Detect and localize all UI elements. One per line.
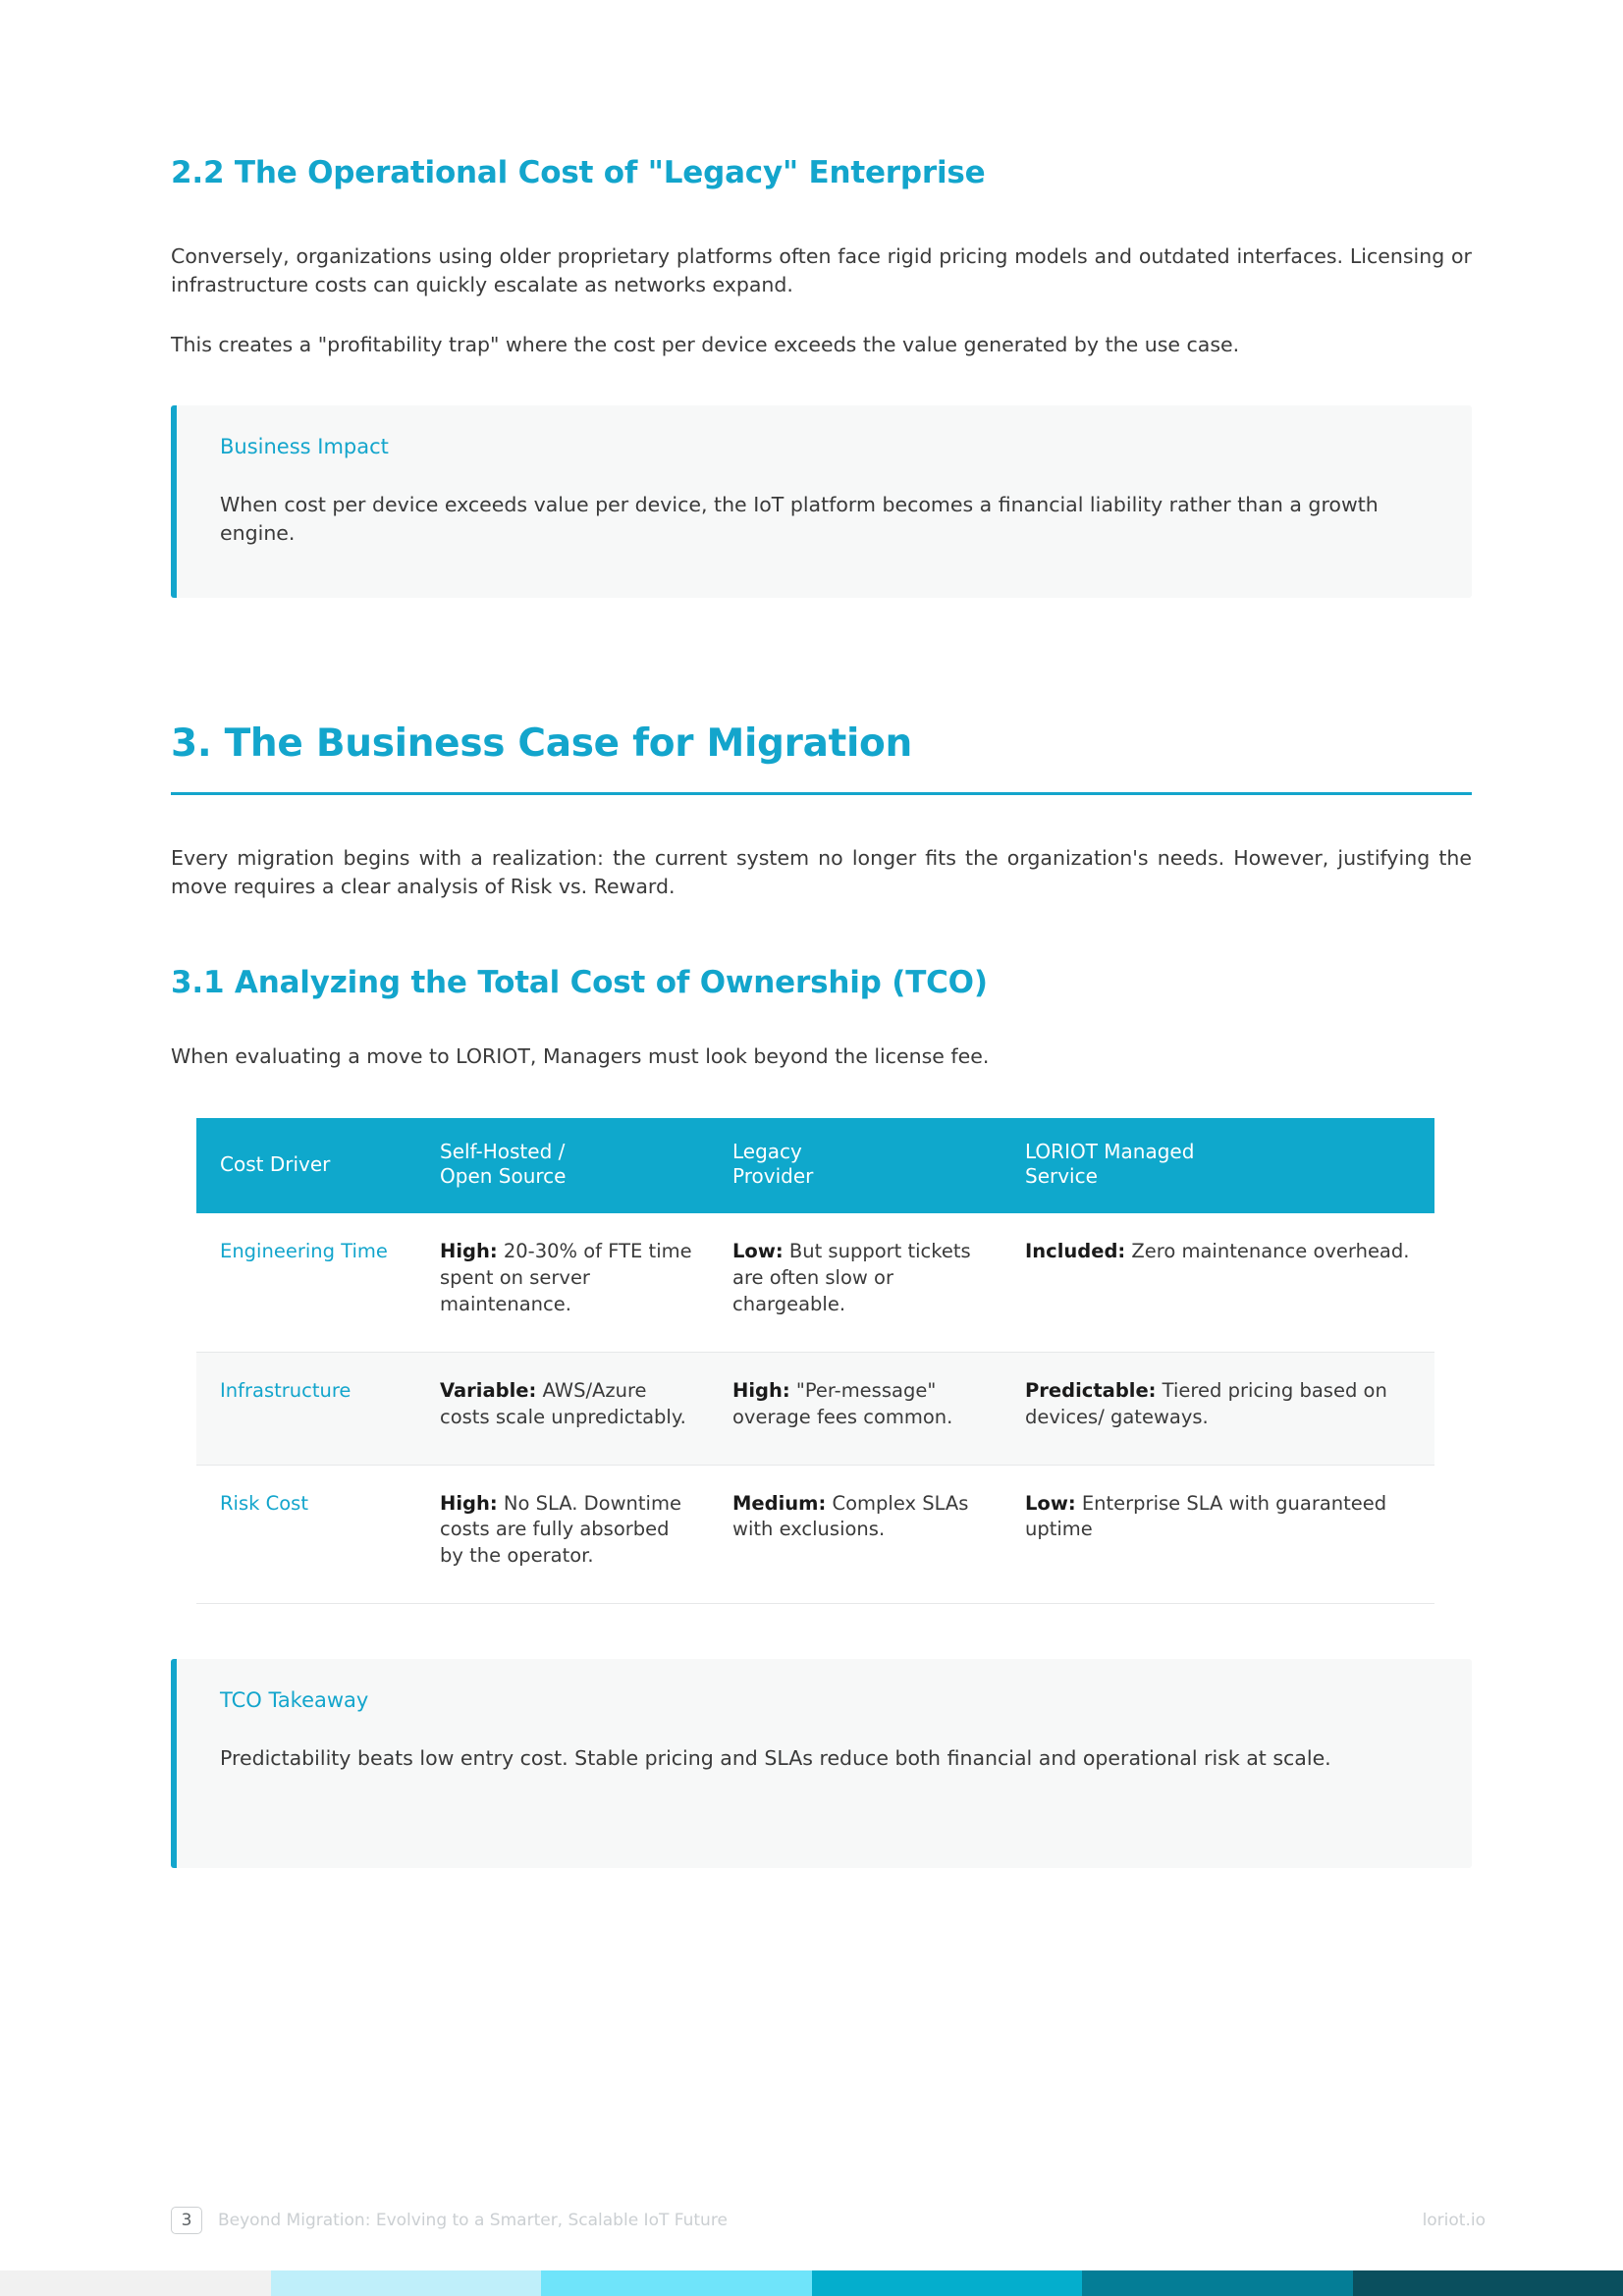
bottom-bar-segment-5 (1353, 2270, 1623, 2296)
tco-row-1-loriot-label: Predictable: (1025, 1378, 1157, 1402)
table-row (196, 1352, 1434, 1465)
heading-3: 3. The Business Case for Migration (171, 721, 912, 766)
tco-row-1-legacy-label: High: (732, 1378, 790, 1402)
tco-row-2-loriot-label: Low: (1025, 1491, 1076, 1515)
bottom-bar-segment-3 (812, 2270, 1083, 2296)
tco-row-2-legacy (715, 1465, 1007, 1604)
tco-row-0-loriot-text: Zero maintenance overhead. (1125, 1240, 1410, 1263)
tco-header-legacy-provider: Legacy Provider (715, 1118, 1007, 1213)
tco-row-1-legacy (715, 1352, 1007, 1465)
tco-row-2-self-hosted (422, 1465, 715, 1604)
paragraph-2-2-2: This creates a "profitability trap" where the cost per device exceeds the value generated by the use case. (171, 333, 1240, 357)
business-impact-callout-body: When cost per device exceeds value per device, the IoT platform becomes a financial liability rather than a growth engine. (220, 492, 1379, 545)
tco-header-cost-driver: Cost Driver (196, 1118, 422, 1213)
tco-row-1-self-hosted-label: Variable: (440, 1378, 537, 1402)
tco-row-2-legacy-text: Complex SLAs with exclusions. (732, 1491, 969, 1541)
business-impact-callout (171, 405, 1472, 598)
tco-table-header (196, 1118, 1434, 1213)
footer-document-title: Beyond Migration: Evolving to a Smarter, Scalable IoT Future (218, 2211, 728, 2230)
paragraph-2-2-1: Conversely, organizations using older proprietary platforms often face rigid pricing models and outdated interfaces. Licensing or infrastructure costs can quickly escalate as networks expand. (171, 244, 1472, 297)
tco-table-header-row (196, 1118, 1434, 1213)
heading-3-1: 3.1 Analyzing the Total Cost of Ownership (TCO) (171, 964, 988, 1000)
tco-row-1-self-hosted-text: AWS/Azure costs scale unpredictably. (440, 1378, 686, 1428)
tco-takeaway-callout-title: TCO Takeaway (220, 1688, 369, 1713)
tco-row-0-legacy-text: But support tickets are often slow or chargeable. (732, 1240, 971, 1315)
tco-takeaway-callout-body: Predictability beats low entry cost. Stable pricing and SLAs reduce both financial and operational risk at scale. (220, 1746, 1331, 1771)
tco-row-1-self-hosted (422, 1352, 715, 1465)
tco-row-0-loriot (1007, 1213, 1434, 1352)
tco-row-2-self-hosted-label: High: (440, 1491, 498, 1515)
tco-row-0-self-hosted (422, 1213, 715, 1352)
tco-row-2-loriot (1007, 1465, 1434, 1604)
footer-site-link[interactable]: loriot.io (1422, 2211, 1486, 2230)
bottom-bar-segment-1 (271, 2270, 542, 2296)
tco-row-2-driver: Risk Cost (196, 1465, 422, 1604)
bottom-bar-segment-2 (541, 2270, 812, 2296)
tco-row-1-driver: Infrastructure (196, 1352, 422, 1465)
heading-2-2: 2.2 The Operational Cost of "Legacy" Enterprise (171, 155, 986, 190)
tco-row-2-self-hosted-text: No SLA. Downtime costs are fully absorbed by the operator. (440, 1491, 681, 1568)
tco-row-0-self-hosted-text: 20-30% of FTE time spent on server maintenance. (440, 1240, 692, 1315)
tco-row-0-legacy-label: Low: (732, 1240, 784, 1263)
tco-header-loriot-managed: LORIOT Managed Service (1007, 1118, 1434, 1213)
paragraph-3-1: Every migration begins with a realization: the current system no longer fits the organization's needs. However, justifying the move requires a clear analysis of Risk vs. Reward. (171, 846, 1472, 899)
table-row (196, 1465, 1434, 1604)
tco-row-1-loriot (1007, 1352, 1434, 1465)
tco-row-0-self-hosted-label: High: (440, 1240, 498, 1263)
tco-takeaway-callout (171, 1659, 1472, 1868)
tco-row-0-legacy (715, 1213, 1007, 1352)
tco-row-0-driver: Engineering Time (196, 1213, 422, 1352)
tco-row-2-loriot-text: Enterprise SLA with guaranteed uptime (1025, 1491, 1387, 1541)
business-impact-callout-title: Business Impact (220, 434, 389, 458)
tco-table (196, 1118, 1434, 1604)
page-content (171, 0, 1472, 1868)
tco-header-self-hosted: Self-Hosted / Open Source (422, 1118, 715, 1213)
table-row (196, 1213, 1434, 1352)
bottom-bar-segment-4 (1082, 2270, 1353, 2296)
tco-row-1-loriot-text: Tiered pricing based on devices/ gateways. (1025, 1378, 1387, 1428)
tco-row-2-legacy-label: Medium: (732, 1491, 827, 1515)
tco-row-1-legacy-text: "Per-message" overage fees common. (732, 1378, 953, 1428)
bottom-bar-segment-0 (0, 2270, 271, 2296)
footer-page-number: 3 (171, 2207, 202, 2234)
bottom-color-bar (0, 2270, 1623, 2296)
page-footer (171, 2207, 1486, 2234)
paragraph-3-1-1: When evaluating a move to LORIOT, Managers must look beyond the license fee. (171, 1043, 990, 1068)
tco-row-0-loriot-label: Included: (1025, 1240, 1126, 1263)
tco-table-body (196, 1213, 1434, 1604)
